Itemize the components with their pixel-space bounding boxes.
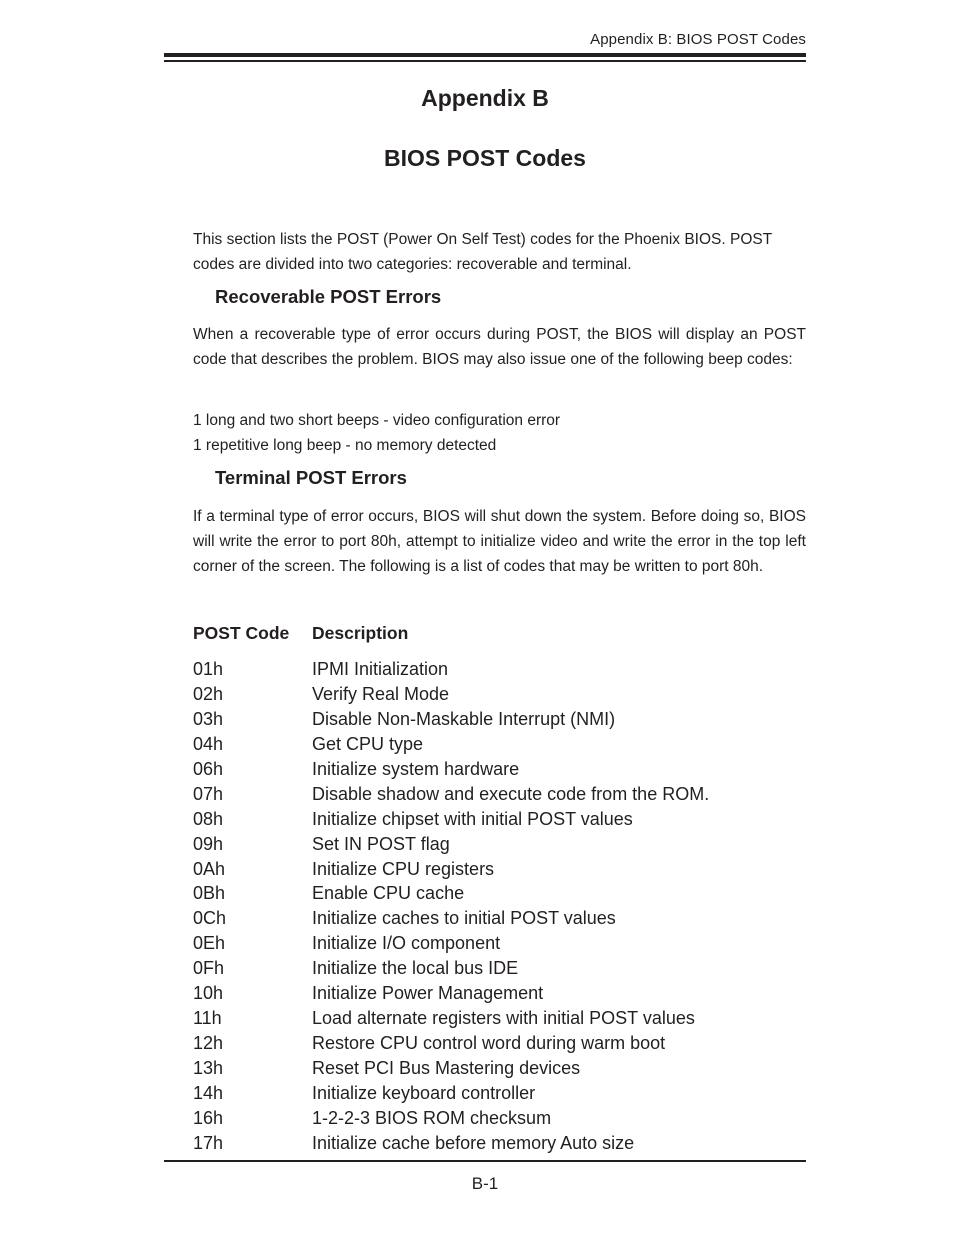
post-code-cell: 03h: [193, 708, 224, 729]
description-cell: Reset PCI Bus Mastering devices: [312, 1058, 581, 1078]
table-row: [193, 1108, 806, 1133]
description-cell: Initialize system hardware: [312, 758, 520, 779]
post-code-cell: 0Ch: [193, 908, 227, 929]
description-cell: Initialize caches to initial POST values: [312, 908, 616, 929]
recoverable-heading: Recoverable POST Errors: [215, 286, 442, 307]
terminal-heading: Terminal POST Errors: [215, 467, 407, 488]
column-header-description: Description: [312, 623, 409, 643]
post-code-table: [193, 623, 806, 1153]
table-row: [193, 958, 806, 983]
post-code-cell: 16h: [193, 1107, 224, 1128]
description-cell: Initialize cache before memory Auto size: [312, 1132, 635, 1153]
post-code-cell: 0Fh: [193, 958, 225, 979]
description-cell: Disable shadow and execute code from the ROM.: [312, 783, 710, 804]
post-code-cell: 10h: [193, 983, 224, 1004]
header-rule-thick: [164, 53, 806, 57]
post-code-cell: 02h: [193, 683, 224, 704]
description-cell: Initialize chipset with initial POST values: [312, 808, 633, 829]
table-row: [193, 759, 806, 784]
post-code-cell: 11h: [193, 1008, 222, 1029]
description-cell: Set IN POST flag: [312, 833, 450, 854]
description-cell: IPMI Initialization: [312, 659, 449, 679]
table-row: [193, 983, 806, 1008]
table-row: [193, 709, 806, 734]
post-code-cell: 0Bh: [193, 883, 226, 904]
table-row: [193, 784, 806, 809]
post-code-cell: 01h: [193, 659, 224, 679]
post-code-cell: 17h: [193, 1132, 224, 1153]
recoverable-paragraph: When a recoverable type of error occurs during POST, the BIOS will display an POST code that describes the problem. BIOS may also issue one of the following beep codes:: [193, 326, 806, 368]
description-cell: Initialize the local bus IDE: [312, 958, 519, 979]
description-cell: Load alternate registers with initial POST values: [312, 1008, 695, 1029]
description-cell: Get CPU type: [312, 733, 424, 754]
post-code-cell: 14h: [193, 1082, 224, 1103]
table-row: [193, 883, 806, 908]
description-cell: 1-2-2-3 BIOS ROM checksum: [312, 1107, 552, 1128]
table-row: [193, 734, 806, 759]
post-code-cell: 0Ah: [193, 858, 226, 879]
footer-rule: [164, 1160, 806, 1162]
table-row: [193, 659, 806, 684]
chapter-title: BIOS POST Codes: [384, 145, 586, 171]
description-cell: Disable Non-Maskable Interrupt (NMI): [312, 708, 616, 729]
description-cell: Restore CPU control word during warm boot: [312, 1033, 666, 1054]
post-code-cell: 06h: [193, 758, 224, 779]
table-row: [193, 1133, 806, 1158]
table-row: [193, 933, 806, 958]
post-code-cell: 13h: [193, 1058, 224, 1078]
description-cell: Verify Real Mode: [312, 683, 450, 704]
post-code-cell: 12h: [193, 1033, 224, 1054]
table-row: [193, 1083, 806, 1108]
table-row: [193, 809, 806, 834]
beep-code-list: [193, 408, 806, 458]
table-row: [193, 1058, 806, 1083]
description-cell: Initialize keyboard controller: [312, 1082, 536, 1103]
table-header-row: [193, 623, 806, 650]
page-number: B-1: [471, 1174, 499, 1193]
post-code-cell: 08h: [193, 808, 224, 829]
table-row: [193, 859, 806, 884]
description-cell: Initialize Power Management: [312, 983, 544, 1004]
table-row: [193, 1008, 806, 1033]
post-code-cell: 0Eh: [193, 933, 226, 954]
description-cell: Enable CPU cache: [312, 883, 465, 904]
appendix-title: Appendix B: [421, 85, 549, 111]
beep-code-item: 1 repetitive long beep - no memory detected: [193, 437, 497, 454]
table-row: [193, 684, 806, 709]
running-header: Appendix B: BIOS POST Codes: [590, 31, 806, 48]
table-row: [193, 1033, 806, 1058]
intro-paragraph: This section lists the POST (Power On Self Test) codes for the Phoenix BIOS. POST codes are divided into two categories: recoverable and terminal.: [193, 231, 772, 273]
table-row: [193, 908, 806, 933]
column-header-code: POST Code: [193, 623, 290, 643]
post-code-cell: 04h: [193, 733, 224, 754]
beep-code-item: 1 long and two short beeps - video configuration error: [193, 412, 561, 429]
table-body: [193, 659, 806, 1158]
header-rule-thin: [164, 60, 806, 62]
post-code-cell: 07h: [193, 783, 224, 804]
terminal-paragraph: If a terminal type of error occurs, BIOS will shut down the system. Before doing so, BIOS will write the error to port 80h, attempt to initialize video and write the error in the top left corner of the screen. The following is a list of codes that may be written to port 80h.: [193, 508, 806, 575]
description-cell: Initialize CPU registers: [312, 858, 495, 879]
table-row: [193, 834, 806, 859]
description-cell: Initialize I/O component: [312, 933, 501, 954]
post-code-cell: 09h: [193, 833, 224, 854]
